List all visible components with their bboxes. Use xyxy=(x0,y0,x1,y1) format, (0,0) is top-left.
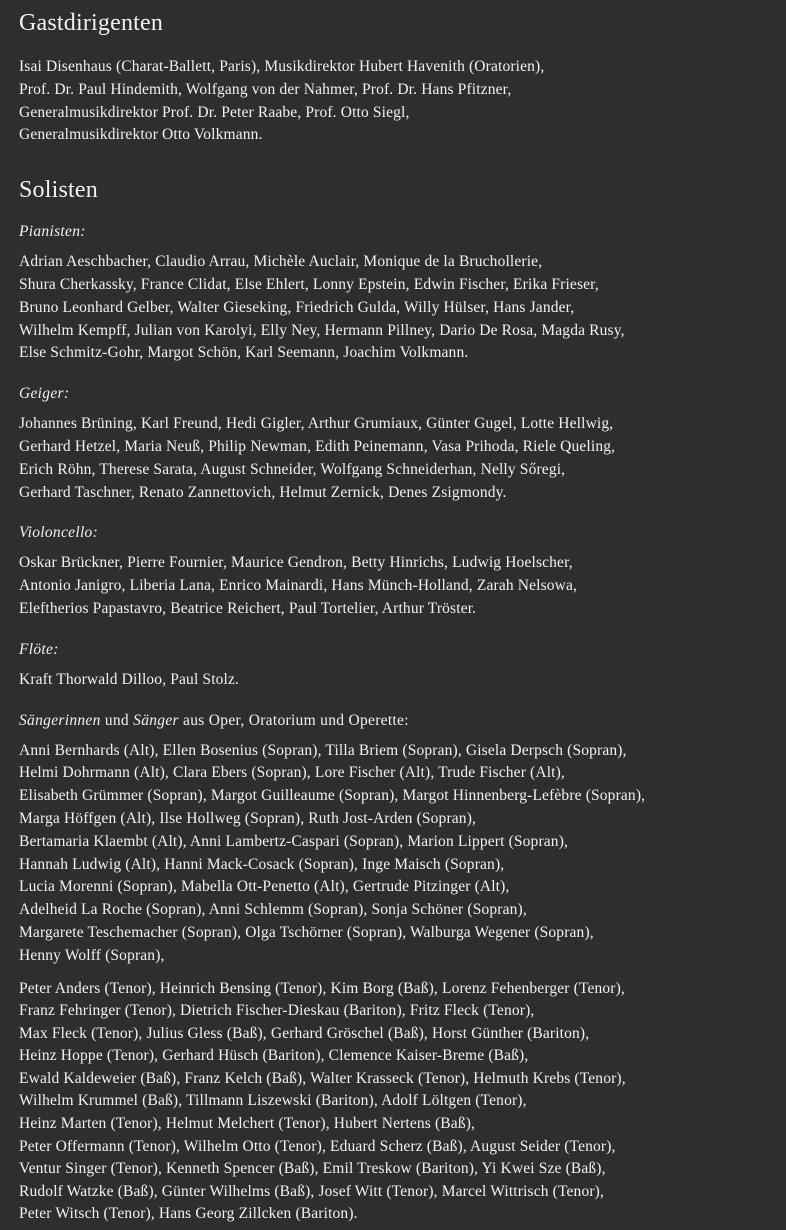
text-line: Ewald Kaldeweier (Baß), Franz Kelch (Baß), Walter Krasseck (Tenor), Helmuth Krebs (Tenor), xyxy=(19,1069,626,1087)
text-line: Antonio Janigro, Liberia Lana, Enrico Mainardi, Hans Münch-Holland, Zarah Nelsowa, xyxy=(19,577,578,595)
text-line: Helmi Dohrmann (Alt), Clara Ebers (Sopran), Lore Fischer (Alt), Trude Fischer (Alt), xyxy=(19,764,565,782)
text-line: Henny Wolff (Sopran), xyxy=(19,946,165,964)
violoncello-paragraph xyxy=(19,552,768,620)
saenger-paragraph xyxy=(19,978,768,1227)
label-saenger: Sänger xyxy=(133,711,179,729)
gastdirigenten-paragraph xyxy=(19,56,768,147)
subheading-pianisten: Pianisten: xyxy=(19,223,86,241)
floete-paragraph xyxy=(19,669,768,692)
subheading-floete: Flöte: xyxy=(19,640,59,658)
text-line: Peter Anders (Tenor), Heinrich Bensing (Tenor), Kim Borg (Baß), Lorenz Fehenberger (Tenor), xyxy=(19,979,625,997)
text-line: Peter Witsch (Tenor), Hans Georg Zillcken (Bariton). xyxy=(19,1205,358,1223)
text-line: Adelheid La Roche (Sopran), Anni Schlemm (Sopran), Sonja Schöner (Sopran), xyxy=(19,901,527,919)
text-line: Bertamaria Klaembt (Alt), Anni Lambertz-Caspari (Sopran), Marion Lippert (Sopran), xyxy=(19,832,569,850)
geiger-paragraph xyxy=(19,413,768,504)
text-line: Marga Höffgen (Alt), Ilse Hollweg (Sopran), Ruth Jost-Arden (Sopran), xyxy=(19,809,477,827)
text-line: Heinz Hoppe (Tenor), Gerhard Hüsch (Bariton), Clemence Kaiser-Breme (Baß), xyxy=(19,1047,529,1065)
text-line: Bruno Leonhard Gelber, Walter Gieseking, Friedrich Gulda, Willy Hülser, Hans Jander, xyxy=(19,298,575,316)
text-line: Max Fleck (Tenor), Julius Gless (Baß), Gerhard Gröschel (Baß), Horst Günther (Bariton), xyxy=(19,1024,590,1042)
text-line: Gerhard Hetzel, Maria Neuß, Philip Newman, Edith Peinemann, Vasa Prihoda, Riele Queling, xyxy=(19,437,616,455)
label-aus-oper: aus Oper, Oratorium und Operette: xyxy=(178,711,409,729)
subheading-geiger: Geiger: xyxy=(19,385,70,403)
text-line: Ventur Singer (Tenor), Kenneth Spencer (Baß), Emil Treskow (Bariton), Yi Kwei Sze (Baß), xyxy=(19,1160,606,1178)
text-line: Gerhard Taschner, Renato Zannettovich, Helmut Zernick, Denes Zsigmondy. xyxy=(19,483,507,501)
text-line: Else Schmitz-Gohr, Margot Schön, Karl Seemann, Joachim Volkmann. xyxy=(19,344,469,362)
text-line: Kraft Thorwald Dilloo, Paul Stolz. xyxy=(19,670,240,688)
text-line: Isai Disenhaus (Charat-Ballett, Paris), Musikdirektor Hubert Havenith (Oratorien), xyxy=(19,58,545,75)
text-line: Shura Cherkassky, France Clidat, Else Ehlert, Lonny Epstein, Edwin Fischer, Erika Frieser, xyxy=(19,275,599,293)
subheading-violoncello: Violoncello: xyxy=(19,524,99,542)
label-saengerinnen: Sängerinnen xyxy=(19,711,101,729)
saengerinnen-paragraph xyxy=(19,740,768,968)
text-line: Wilhelm Krummel (Baß), Tillmann Liszewski (Bariton), Adolf Löltgen (Tenor), xyxy=(19,1092,527,1110)
heading-gastdirigenten: Gastdirigenten xyxy=(19,10,164,36)
text-line: Heinz Marten (Tenor), Helmut Melchert (Tenor), Hubert Nertens (Baß), xyxy=(19,1115,476,1133)
heading-solisten: Solisten xyxy=(19,177,98,204)
text-line: Johannes Brüning, Karl Freund, Hedi Gigler, Arthur Grumiaux, Günter Gugel, Lotte Hellwig, xyxy=(19,415,614,433)
subheading-saenger xyxy=(19,710,768,732)
text-line: Generalmusikdirektor Prof. Dr. Peter Raabe, Prof. Otto Siegl, xyxy=(19,103,410,121)
text-line: Rudolf Watzke (Baß), Günter Wilhelms (Baß), Josef Witt (Tenor), Marcel Wittrisch (Tenor), xyxy=(19,1182,604,1200)
text-line: Margarete Teschemacher (Sopran), Olga Tschörner (Sopran), Walburga Wegener (Sopran), xyxy=(19,923,594,941)
text-line: Hannah Ludwig (Alt), Hanni Mack-Cosack (Sopran), Inge Maisch (Sopran), xyxy=(19,855,505,873)
text-line: Peter Offermann (Tenor), Wilhelm Otto (Tenor), Eduard Scherz (Baß), August Seider (Tenor), xyxy=(19,1137,616,1155)
text-line: Erich Röhn, Therese Sarata, August Schneider, Wolfgang Schneiderhan, Nelly Sőregi, xyxy=(19,460,566,478)
text-line: Elisabeth Grümmer (Sopran), Margot Guilleaume (Sopran), Margot Hinnenberg-Lefèbre (Sopran), xyxy=(19,787,646,805)
text-line: Anni Bernhards (Alt), Ellen Bosenius (Sopran), Tilla Briem (Sopran), Gisela Derpsch (Sopran), xyxy=(19,741,627,759)
text-line: Prof. Dr. Paul Hindemith, Wolfgang von der Nahmer, Prof. Dr. Hans Pfitzner, xyxy=(19,80,512,98)
text-line: Franz Fehringer (Tenor), Dietrich Fischer-Dieskau (Bariton), Fritz Fleck (Tenor), xyxy=(19,1002,535,1020)
text-line: Lucia Morenni (Sopran), Mabella Ott-Penetto (Alt), Gertrude Pitzinger (Alt), xyxy=(19,878,510,896)
label-und: und xyxy=(100,711,134,729)
text-line: Adrian Aeschbacher, Claudio Arrau, Michèle Auclair, Monique de la Bruchollerie, xyxy=(19,253,543,271)
pianisten-paragraph xyxy=(19,251,768,365)
text-line: Generalmusikdirektor Otto Volkmann. xyxy=(19,126,263,144)
text-line: Wilhelm Kempff, Julian von Karolyi, Elly Ney, Hermann Pillney, Dario De Rosa, Magda Rusy, xyxy=(19,321,625,339)
text-line: Eleftherios Papastavro, Beatrice Reichert, Paul Tortelier, Arthur Tröster. xyxy=(19,599,477,617)
text-line: Oskar Brückner, Pierre Fournier, Maurice Gendron, Betty Hinrichs, Ludwig Hoelscher, xyxy=(19,554,573,572)
